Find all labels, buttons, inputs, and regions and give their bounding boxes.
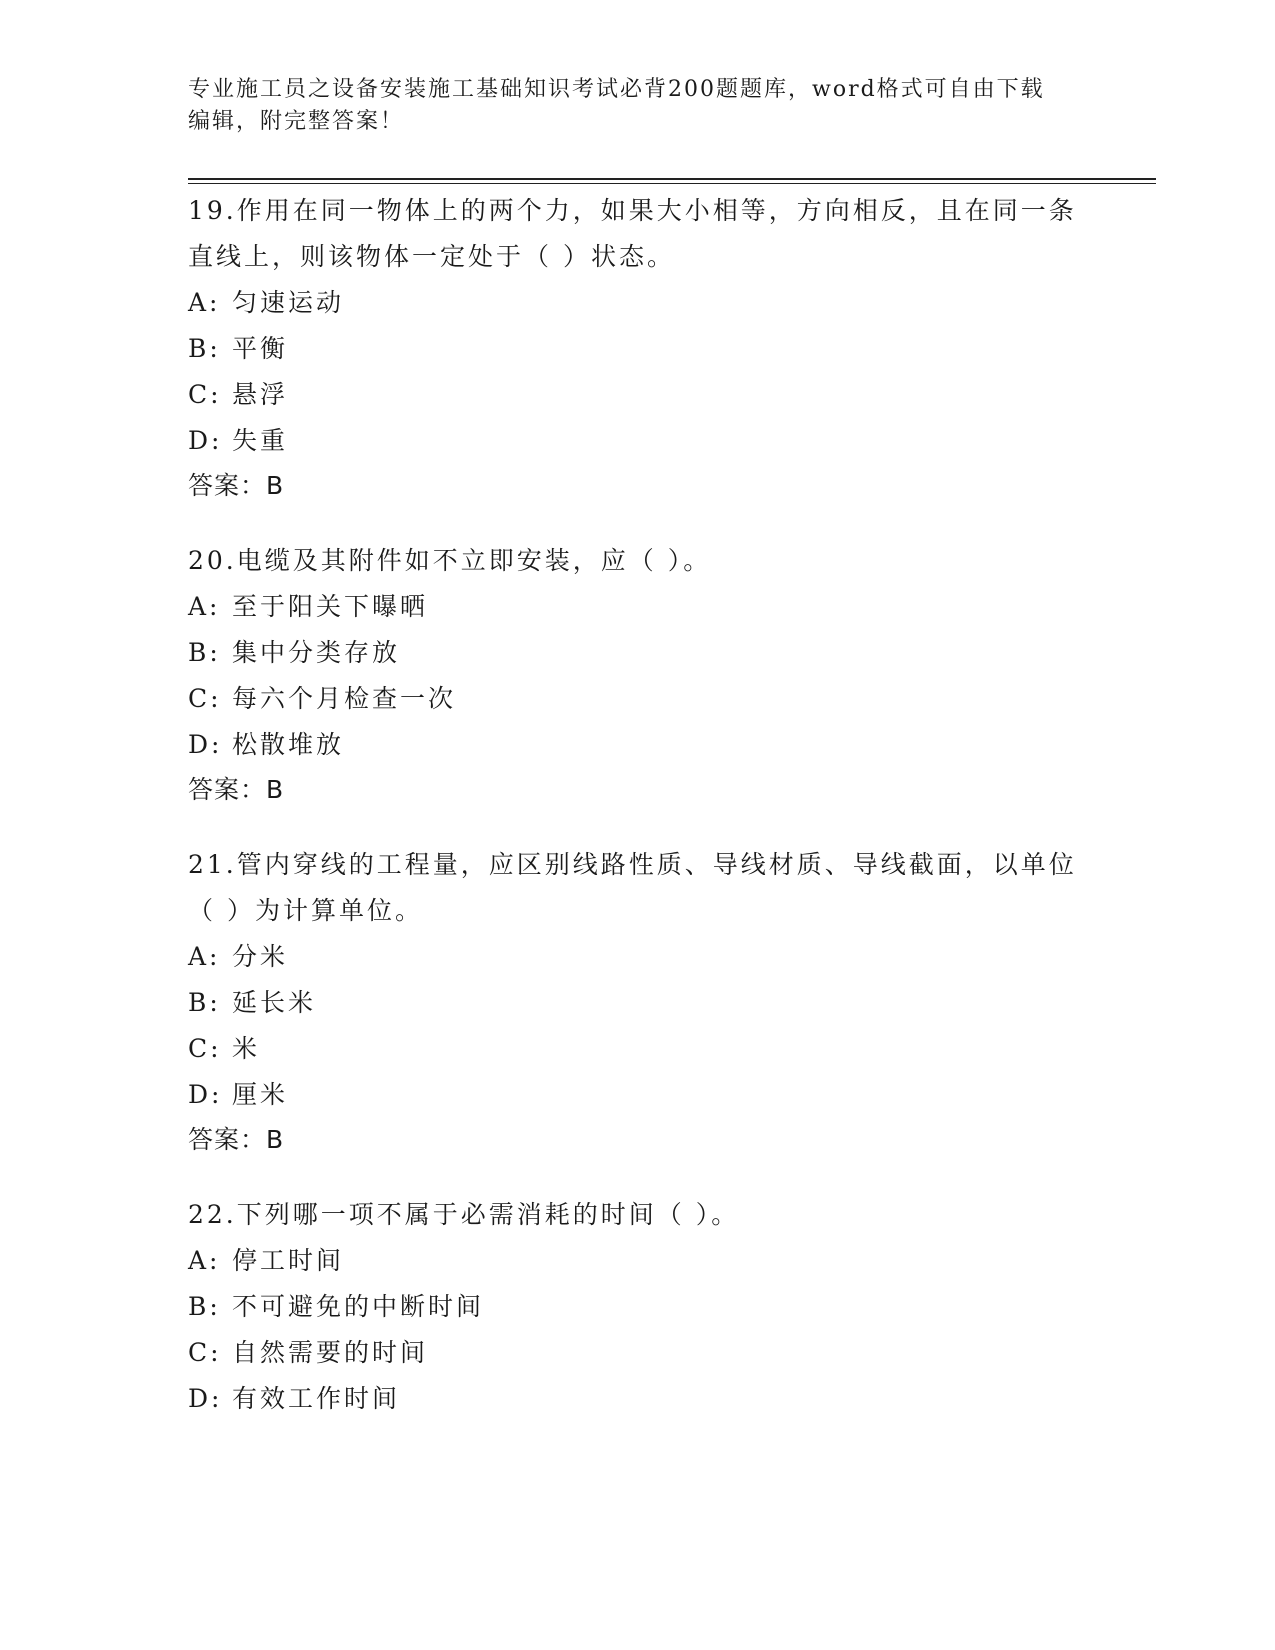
option-text: 匀速运动 [232, 288, 345, 317]
option-a [188, 280, 1088, 326]
option-c [188, 372, 1088, 418]
option-a [188, 934, 1088, 980]
option-key: C: [188, 684, 222, 713]
option-d [188, 1072, 1088, 1118]
option-a [188, 1238, 1088, 1284]
option-key: B: [188, 988, 221, 1017]
option-key: C: [188, 380, 222, 409]
question-block [188, 1192, 1088, 1422]
question-text: 22.下列哪一项不属于必需消耗的时间（ ）。 [188, 1200, 740, 1229]
option-key: D: [188, 426, 223, 455]
option-text: 悬浮 [232, 380, 289, 409]
question-block [188, 188, 1088, 508]
option-c [188, 676, 1088, 722]
option-d [188, 418, 1088, 464]
option-text: 延长米 [232, 988, 317, 1017]
option-b [188, 980, 1088, 1026]
option-text: 松散堆放 [232, 730, 345, 759]
option-text: 米 [232, 1034, 261, 1063]
option-c [188, 1330, 1088, 1376]
header-divider-thin [188, 183, 1156, 184]
option-key: D: [188, 1384, 223, 1413]
option-text: 集中分类存放 [232, 638, 401, 667]
option-key: A: [188, 592, 221, 621]
option-a [188, 584, 1088, 630]
option-key: A: [188, 942, 221, 971]
option-key: C: [188, 1034, 222, 1063]
option-b [188, 630, 1088, 676]
option-key: D: [188, 730, 223, 759]
option-text: 分米 [232, 942, 289, 971]
option-b [188, 326, 1088, 372]
option-text: 有效工作时间 [232, 1384, 401, 1413]
option-c [188, 1026, 1088, 1072]
option-key: B: [188, 638, 221, 667]
option-text: 不可避免的中断时间 [232, 1292, 485, 1321]
option-d [188, 722, 1088, 768]
option-text: 自然需要的时间 [232, 1338, 429, 1367]
option-key: D: [188, 1080, 223, 1109]
option-text: 失重 [232, 426, 289, 455]
option-text: 厘米 [232, 1080, 289, 1109]
option-key: A: [188, 1246, 221, 1275]
option-text: 平衡 [232, 334, 289, 363]
option-text: 每六个月检查一次 [232, 684, 457, 713]
question-text: 19.作用在同一物体上的两个力，如果大小相等，方向相反，且在同一条直线上，则该物体一定处于（ ）状态。 [188, 196, 1077, 271]
answer-text: 答案：B [188, 471, 285, 500]
question-block [188, 842, 1088, 1162]
answer-text: 答案：B [188, 775, 285, 804]
question-text: 21.管内穿线的工程量，应区别线路性质、导线材质、导线截面，以单位（ ）为计算单位。 [188, 850, 1077, 925]
option-key: C: [188, 1338, 222, 1367]
option-key: B: [188, 334, 221, 363]
option-d [188, 1376, 1088, 1422]
question-block [188, 538, 1088, 812]
document-header: 专业施工员之设备安装施工基础知识考试必背200题题库，word格式可自由下载编辑，附完整答案！ [188, 77, 1045, 134]
question-text: 20.电缆及其附件如不立即安装，应（ ）。 [188, 546, 712, 575]
option-b [188, 1284, 1088, 1330]
option-key: B: [188, 1292, 221, 1321]
answer-text: 答案：B [188, 1125, 285, 1154]
option-text: 停工时间 [232, 1246, 345, 1275]
option-text: 至于阳关下曝晒 [232, 592, 429, 621]
option-key: A: [188, 288, 221, 317]
header-divider [188, 178, 1156, 180]
